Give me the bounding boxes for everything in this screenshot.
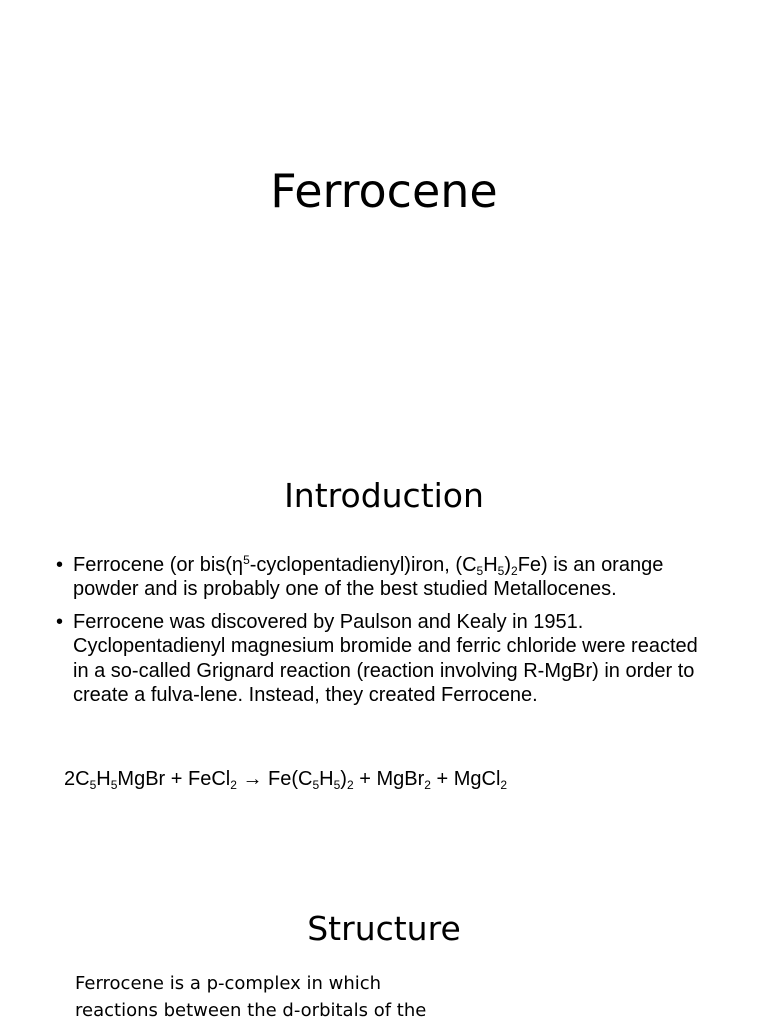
slide-title: Ferrocene <box>270 164 498 218</box>
structure-paragraph: Ferrocene is a p-complex in which reactions between the d-orbitals of the <box>75 973 427 1021</box>
bullet-dot-icon: • <box>56 610 64 633</box>
structure-heading: Structure <box>307 909 461 948</box>
bullet-item <box>56 610 706 708</box>
bullet-dot-icon: • <box>56 554 64 576</box>
bullet-item <box>56 553 706 602</box>
introduction-heading: Introduction <box>284 476 484 515</box>
introduction-bullet-list <box>56 553 706 715</box>
bullet-text: Ferrocene was discovered by Paulson and Kealy in 1951. Cyclopentadienyl magnesium bromide and ferric chloride were reacted in a so-called Grignard reaction (reaction involving R-MgBr) in order to create a fulva-lene. Instead, they created Ferrocene. <box>73 610 698 707</box>
bullet-text: Ferrocene (or $bis(\eta^5-cyclopentadienyl)iron$, $(C_5H_5)_2Fe$) is an orange powder and is probably one of the best studied Metallocenes. <box>73 553 664 601</box>
chemical-equation: $2C_5H_5MgBr$ + FeCl$_2$ → $Fe(C_5H_5)_2$ + MgBr$_2$ + MgCl$_2$ <box>64 768 508 792</box>
